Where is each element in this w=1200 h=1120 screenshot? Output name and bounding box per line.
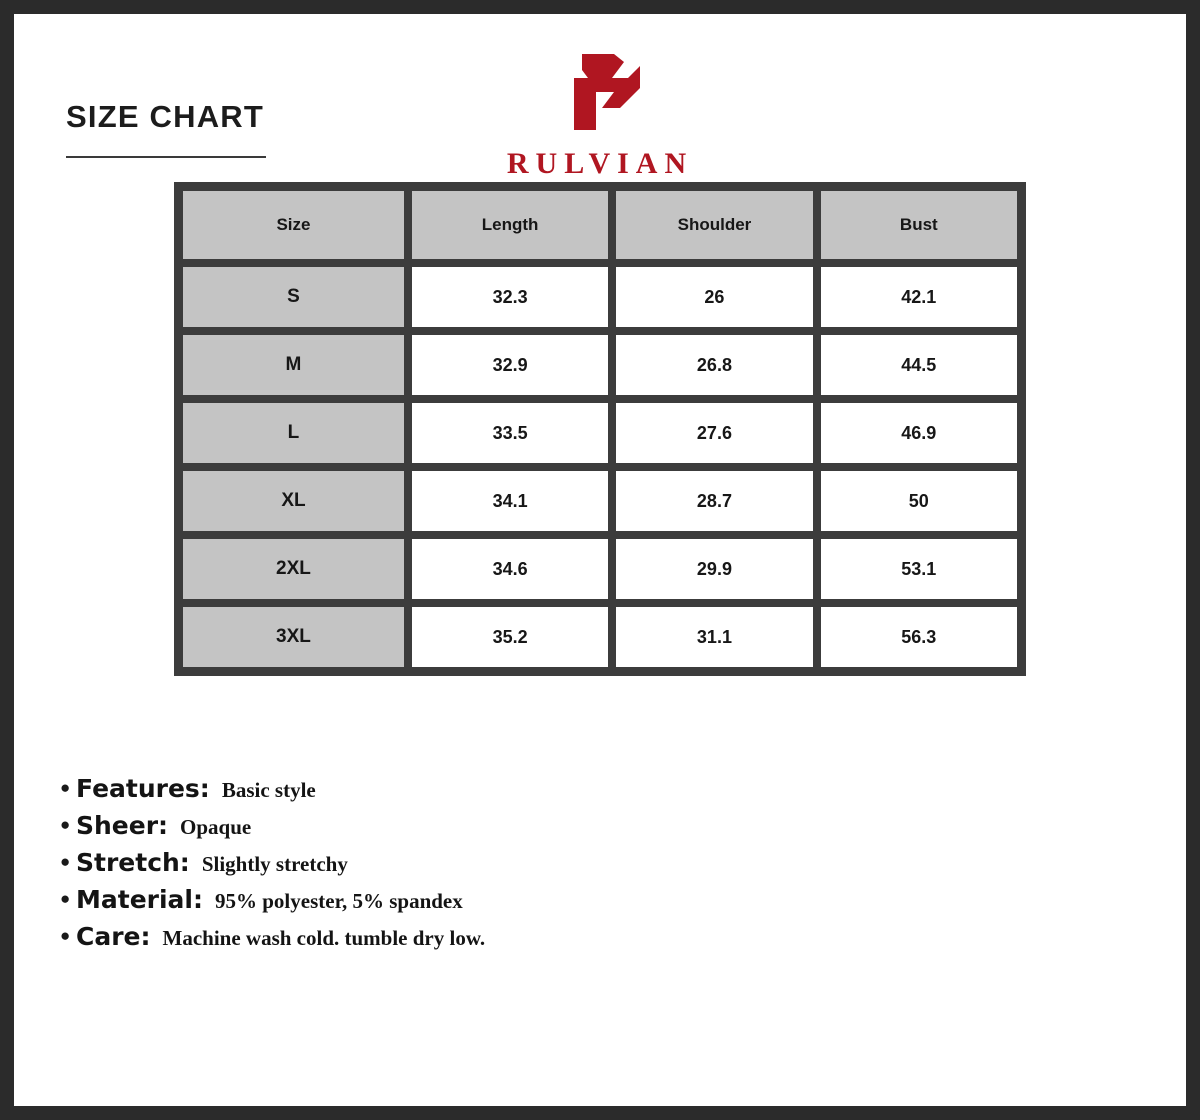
brand-name: RULVIAN (506, 147, 694, 180)
cell-bust: 53.1 (817, 535, 1021, 603)
note-value: 95% polyester, 5% spandex (215, 889, 463, 913)
note-value: Opaque (180, 815, 252, 839)
bullet-icon: ● (60, 778, 71, 797)
cell-bust: 46.9 (817, 399, 1021, 467)
cell-length: 35.2 (408, 603, 612, 671)
cell-size: L (179, 399, 408, 467)
note-value: Slightly stretchy (201, 852, 348, 876)
note-value: Basic style (221, 778, 316, 802)
size-table-container (174, 182, 1026, 676)
cell-bust: 56.3 (817, 603, 1021, 671)
list-item (60, 922, 1060, 951)
page-title: SIZE CHART (66, 99, 264, 134)
cell-length: 32.9 (408, 331, 612, 399)
column-header-length: Length (408, 187, 612, 263)
column-header-shoulder: Shoulder (612, 187, 816, 263)
rulvian-r-monogram-icon (14, 48, 1186, 141)
column-header-bust: Bust (817, 187, 1021, 263)
brand-block (14, 48, 1186, 181)
note-label: Stretch: (76, 848, 190, 877)
cell-shoulder: 29.9 (612, 535, 816, 603)
cell-length: 34.1 (408, 467, 612, 535)
table-row (179, 467, 1021, 535)
cell-shoulder: 28.7 (612, 467, 816, 535)
cell-shoulder: 31.1 (612, 603, 816, 671)
table-header-row (179, 187, 1021, 263)
cell-length: 33.5 (408, 399, 612, 467)
bullet-icon: ● (60, 926, 71, 945)
cell-shoulder: 26.8 (612, 331, 816, 399)
cell-bust: 50 (817, 467, 1021, 535)
note-label: Material: (76, 885, 203, 914)
table-row (179, 399, 1021, 467)
column-header-size: Size (179, 187, 408, 263)
cell-size: S (179, 263, 408, 331)
cell-bust: 42.1 (817, 263, 1021, 331)
cell-shoulder: 27.6 (612, 399, 816, 467)
bullet-icon: ● (60, 815, 71, 834)
list-item (60, 848, 1060, 877)
note-label: Sheer: (76, 811, 169, 840)
bullet-icon: ● (60, 889, 71, 908)
table-row (179, 535, 1021, 603)
cell-size: XL (179, 467, 408, 535)
table-row (179, 331, 1021, 399)
cell-bust: 44.5 (817, 331, 1021, 399)
note-label: Features: (76, 774, 210, 803)
cell-length: 32.3 (408, 263, 612, 331)
table-row (179, 603, 1021, 671)
cell-size: M (179, 331, 408, 399)
list-item (60, 811, 1060, 840)
list-item (60, 774, 1060, 803)
size-table (174, 182, 1026, 676)
note-value: Machine wash cold. tumble dry low. (162, 926, 486, 950)
product-details-list (60, 774, 1060, 959)
note-label: Care: (76, 922, 151, 951)
cell-size: 2XL (179, 535, 408, 603)
cell-size: 3XL (179, 603, 408, 671)
cell-shoulder: 26 (612, 263, 816, 331)
list-item (60, 885, 1060, 914)
bullet-icon: ● (60, 852, 71, 871)
table-row (179, 263, 1021, 331)
cell-length: 34.6 (408, 535, 612, 603)
